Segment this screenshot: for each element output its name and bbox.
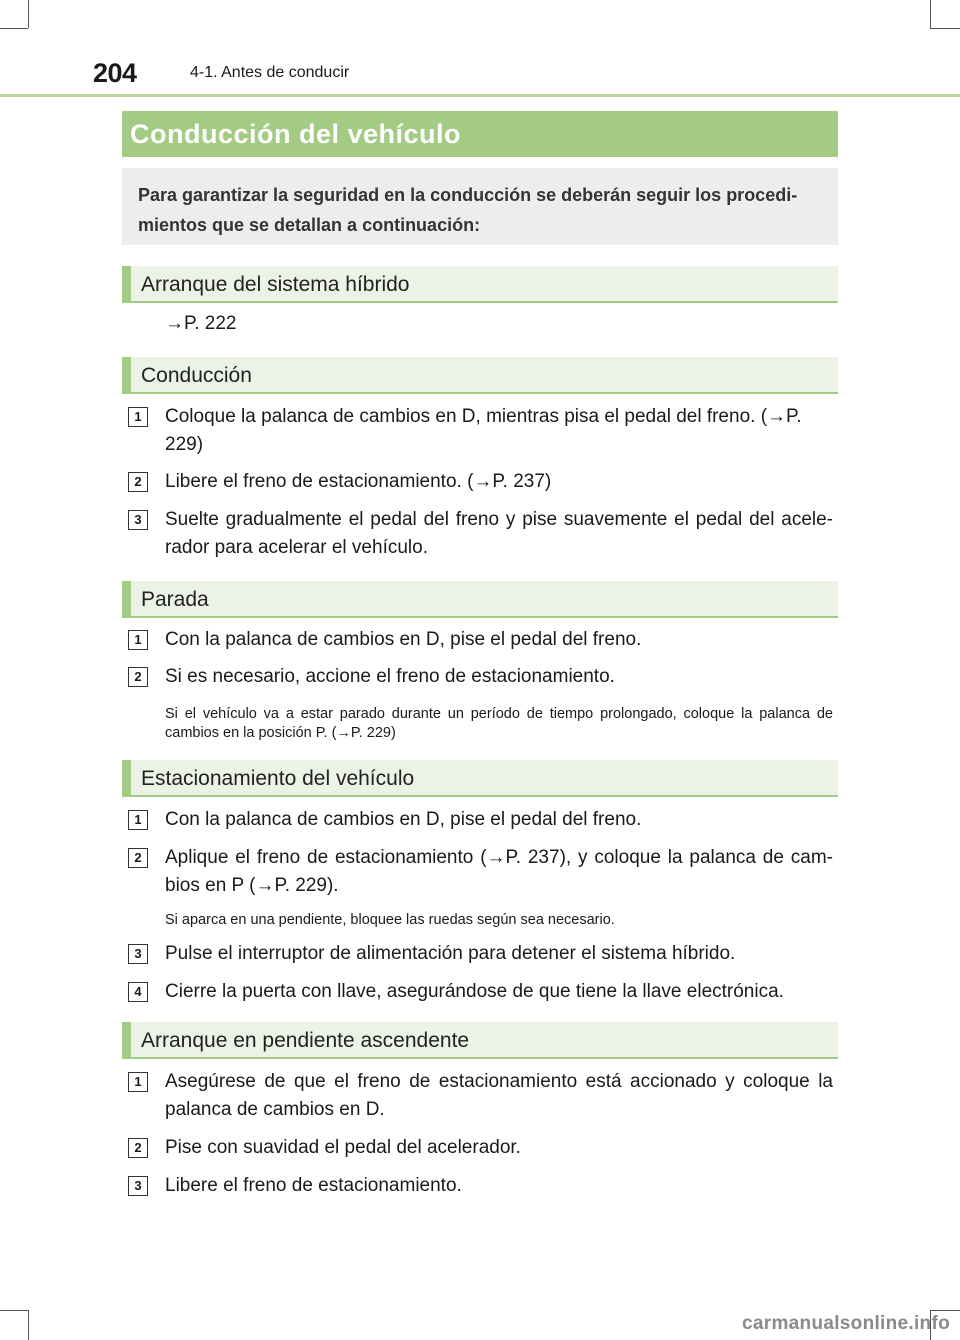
step-number: 1 — [128, 630, 148, 650]
subheading-stopping: Parada — [122, 581, 838, 618]
step-text: Libere el freno de estacionamiento. (→P. 237) — [165, 471, 552, 492]
section-label: 4-1. Antes de conducir — [190, 64, 350, 81]
step-text: Asegúrese de que el freno de estacionamiento está accionado y coloque la palanca de cambios en D. — [165, 1071, 833, 1120]
page-header — [93, 58, 350, 89]
crop-mark — [28, 0, 29, 28]
step-number: 2 — [128, 667, 148, 687]
step-number: 2 — [128, 848, 148, 868]
header-rule — [0, 94, 960, 97]
crop-mark — [0, 28, 28, 29]
step-text: Aplique el freno de estacionamiento (→P. 237), y coloque la palanca de cam-bios en P (→P. 229). — [165, 847, 833, 896]
step-number: 3 — [128, 510, 148, 530]
step-number: 2 — [128, 1138, 148, 1158]
watermark: carmanualsonline.info — [742, 1313, 950, 1334]
subheading-parking: Estacionamiento del vehículo — [122, 760, 838, 797]
step-text: Con la palanca de cambios en D, pise el pedal del freno. — [165, 629, 642, 650]
step-number: 3 — [128, 944, 148, 964]
subheading-hybrid-start: Arranque del sistema híbrido — [122, 266, 838, 303]
page-number: 204 — [93, 58, 137, 88]
step-text: Pise con suavidad el pedal del acelerador. — [165, 1137, 521, 1158]
crop-mark — [28, 1310, 29, 1340]
step-text: Cierre la puerta con llave, asegurándose de que tiene la llave electrónica. — [165, 981, 784, 1002]
step-number: 1 — [128, 407, 148, 427]
intro-box: Para garantizar la seguridad en la conducción se deberán seguir los procedi-mientos que se detallan a continuación: — [122, 168, 838, 245]
page-title: Conducción del vehículo — [122, 111, 838, 157]
step-text: Con la palanca de cambios en D, pise el pedal del freno. — [165, 809, 642, 830]
step-text: Coloque la palanca de cambios en D, mientras pisa el pedal del freno. (→P. 229) — [165, 406, 802, 455]
step-number: 1 — [128, 810, 148, 830]
step-number: 1 — [128, 1072, 148, 1092]
subheading-hill-start: Arranque en pendiente ascendente — [122, 1022, 838, 1059]
step-text: Pulse el interruptor de alimentación para detener el sistema híbrido. — [165, 943, 736, 964]
step-number: 4 — [128, 982, 148, 1002]
step-text: Libere el freno de estacionamiento. — [165, 1175, 462, 1196]
crop-mark — [930, 1310, 960, 1311]
step-note: Si aparca en una pendiente, bloquee las ruedas según sea necesario. — [165, 912, 615, 928]
subheading-driving: Conducción — [122, 357, 838, 394]
crop-mark — [930, 0, 931, 28]
crop-mark — [930, 28, 960, 29]
step-text: Si es necesario, accione el freno de estacionamiento. — [165, 666, 615, 687]
step-text: Suelte gradualmente el pedal del freno y pise suavemente el pedal del acele-rador para acelerar el vehículo. — [165, 509, 833, 558]
step-number: 2 — [128, 472, 148, 492]
crop-mark — [0, 1310, 28, 1311]
step-note: Si el vehículo va a estar parado durante un período de tiempo prolongado, coloque la palanca de cambios en la posición P. (→P. 229) — [165, 706, 833, 741]
page-reference[interactable]: →P. 222 — [165, 313, 237, 334]
step-number: 3 — [128, 1176, 148, 1196]
